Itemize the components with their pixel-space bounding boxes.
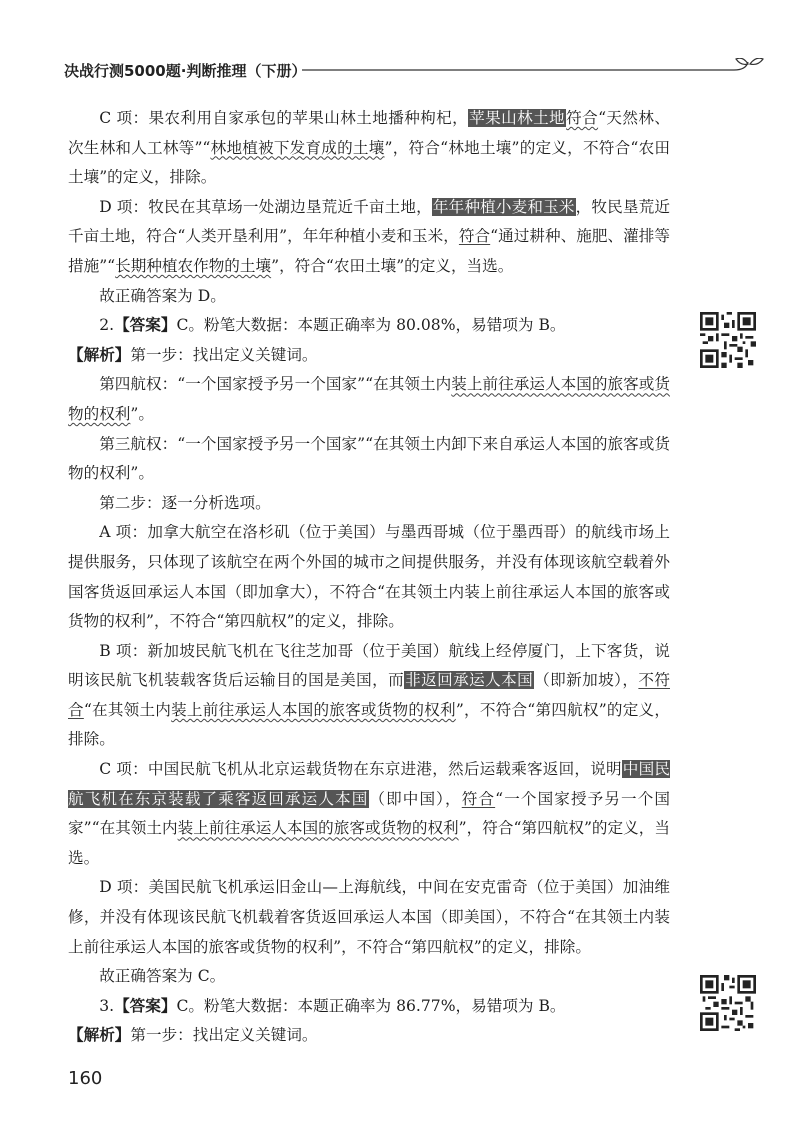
text: ”。 [130,464,154,483]
highlight: 非返回承运人本国 [405,671,534,690]
text: “天然林、次生林和人工林等”“ [68,109,670,157]
page-header [64,58,768,88]
option-a-paragraph: A 项：加拿大航空在洛杉矶（位于美国）与墨西哥城（位于墨西哥）的航线市场上提供服务，只体现了该航空在两个外国的城市之间提供服务，并没有体现该航空载着外国客货返回承运人本国（即加拿大），不符合“在其领土内装上前往承运人本国的旅客或货物的权利”，不符合“第四航权”的定义，排除。 [68,523,670,631]
qr-code-icon[interactable] [700,312,756,368]
definition-third-freedom [68,430,670,489]
option-c-paragraph-2 [68,755,670,873]
text: ，牧民垦荒近千亩土地，符合“人类开垦利用”，年年种植小麦和玉米， [68,197,670,246]
underline-wavy: 林地植被下发育成的土壤 [210,138,385,157]
option-b-paragraph [68,637,670,755]
text: “通过耕种、施肥、灌排等措施”“ [68,227,670,275]
text: C 项：中国民航飞机从北京运载货物在东京进港，然后运载乘客返回，说明 [99,760,622,779]
header-rule-leaf-icon [64,58,768,88]
option-c-paragraph-1 [68,104,670,193]
answer-2: 故正确答案为 C。 [99,967,226,986]
text: 卸下来自承运人本国的旅客或货物的权利 [68,434,670,483]
highlight: 中国民航飞机在东京装载了乘客返回承运人本国 [68,760,670,808]
underline-wavy: 装上前往承运人本国的旅客或货物的权利 [68,375,670,423]
fuhe-underline: 符合 [458,227,491,246]
answer-text: C。粉笔大数据：本题正确率为 80.08%，易错项为 B。 [176,316,566,335]
text: 第四航权：“一个国家授予另一个国家”“在其领土内 [99,375,452,394]
question-number: 2. [99,316,115,335]
text: （即新加坡）， [534,671,639,690]
step-text: 第一步：找出定义关键词。 [130,345,318,364]
bufuhe-underline: 不符合 [68,671,670,719]
text: ”，符合“林地土壤”的定义，不符合“农田土壤”的定义，排除。 [68,138,670,187]
question-2-answer [68,311,670,341]
highlight: 苹果山林土地 [469,109,566,127]
text: 第三航权：“一个国家授予另一个国家”“在其领土内 [99,434,452,453]
highlight: 年年种植小麦和玉米 [432,197,575,216]
step-text: 第一步：找出定义关键词。 [130,1026,318,1045]
text: C 项：果农利用自家承包的苹果山林土地播种枸杞， [99,109,469,127]
underline-wavy: 装上前往承运人本国的旅客或货物的权利 [171,700,456,719]
analysis-tag: 【解析】 [68,345,131,364]
text: B 项：新加坡民航飞机在飞往芝加哥（位于美国）航线上经停厦门，上下客货，说明该民航飞机装载客货后运输目的国是美国，而 [68,641,670,690]
question-number: 3. [99,996,115,1015]
question-2-analysis [68,341,670,371]
text: “在其领土内 [83,700,172,719]
option-d-paragraph-1 [68,193,670,282]
page-number: 160 [68,1068,103,1089]
text: （即中国）， [369,789,462,808]
answer-text: C。粉笔大数据：本题正确率为 86.77%，易错项为 B。 [176,996,566,1015]
analysis-tag: 【解析】 [68,1026,131,1045]
page-content [68,104,670,1051]
answer-1: 故正确答案为 D。 [99,286,226,305]
underline-wavy: 装上前往承运人本国的旅客或货物的权利 [177,819,459,838]
step-2: 第二步：逐一分析选项。 [99,493,271,512]
question-3-answer [68,992,670,1022]
text: ”。 [130,404,154,423]
text: ”，符合“第四航权”的定义，当选。 [68,819,670,867]
question-3-analysis [68,1021,670,1051]
text: ”，符合“农田土壤”的定义，当选。 [271,256,514,275]
header-title: 决战行测5000题·判断推理（下册） [64,62,307,80]
definition-fourth-freedom [68,370,670,429]
fuhe-underline: 符合 [461,789,496,808]
text: ”，不符合“第四航权”的定义，排除。 [68,700,670,749]
underline-wavy: 长期种植农作物的土壤 [115,256,272,275]
fuhe-wavy: 符合 [566,109,599,127]
qr-code-icon[interactable] [700,975,756,1031]
option-d-paragraph-2: D 项：美国民航飞机承运旧金山—上海航线，中间在安克雷奇（位于美国）加油维修，并没有体现该民航飞机载着客货返回承运人本国（即美国），不符合“在其领土内装上前往承运人本国的旅客或货物的权利”，不符合“第四航权”的定义，排除。 [68,878,670,956]
text: “一个国家授予另一个国家”“在其领土内 [68,789,670,838]
text: D 项：牧民在其草场一处湖边垦荒近千亩土地， [99,197,432,216]
answer-tag: 【答案】 [114,316,177,335]
answer-tag: 【答案】 [114,996,177,1015]
